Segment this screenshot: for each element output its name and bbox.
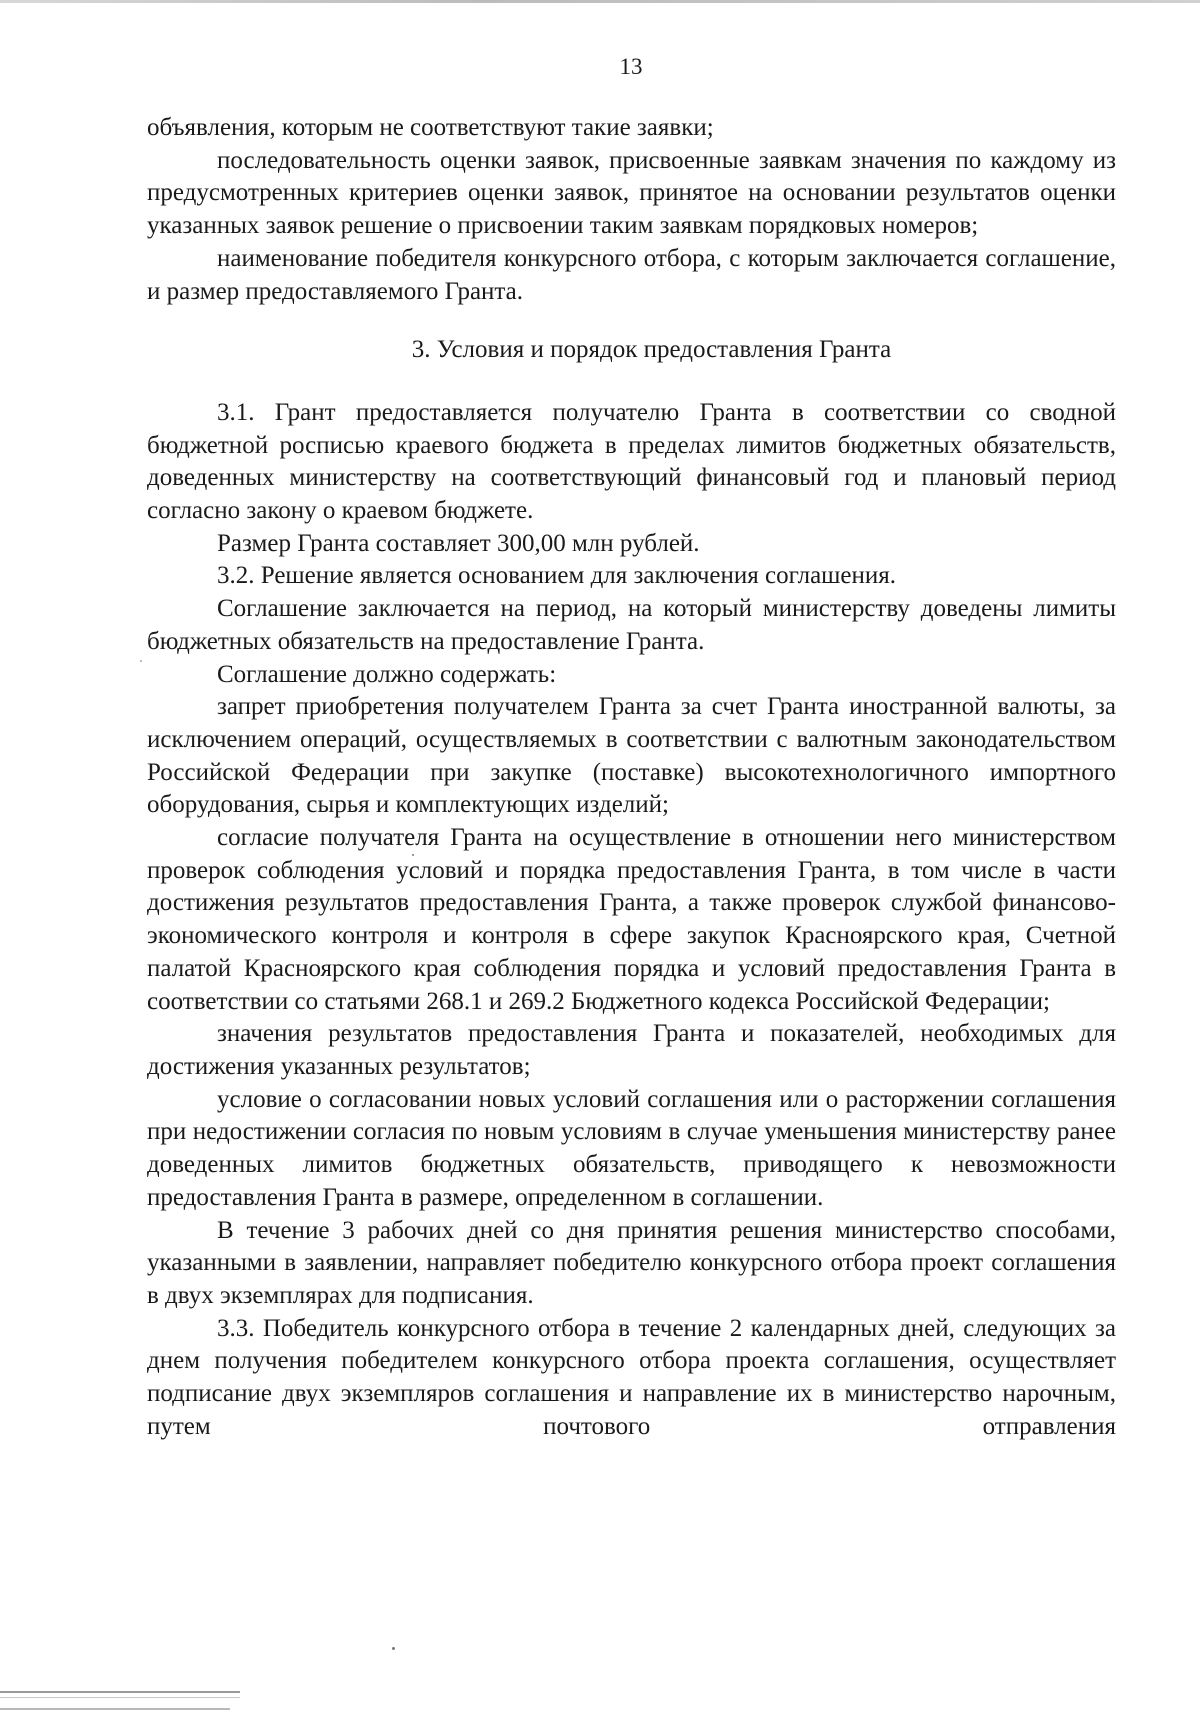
paragraph: Соглашение заключается на период, на который министерству доведены лимиты бюджетных обязательств на предоставление Гранта. [147,595,1116,655]
paragraph: 3.1. Грант предоставляется получателю Гранта в соответствии со сводной бюджетной росписью краевого бюджета в пределах лимитов бюджетных обязательств, доведенных министерству на соответствующий финансовый год и плановый период согласно закону о краевом бюджете. [147,398,1116,525]
scan-speck [140,660,142,662]
paragraph: объявления, которым не соответствуют такие заявки; [147,114,714,141]
page-number: 13 [619,54,643,79]
section-heading: 3. Условия и порядок предоставления Гранта [411,336,892,364]
scan-edge-bottom [0,1691,240,1698]
paragraph: наименование победителя конкурсного отбора, с которым заключается соглашение, и размер предоставляемого Гранта. [147,244,1116,305]
paragraph: согласие получателя Гранта на осуществление в отношении него министерством проверок соблюдения условий и порядка предоставления Гранта, в том числе в части достижения результатов предоставления Гранта, а также проверок службой финансово-экономического контроля и контроля в сфере закупок Красноярского края, Счетной палатой Красноярского края соблюдения порядка и условий предоставления Гранта в соответствии со статьями 268.1 и 269.2 Бюджетного кодекса Российской Федерации; [147,824,1116,1015]
scan-speck [412,854,414,856]
scan-speck [392,1647,395,1650]
scan-edge-bottom-line [0,1708,230,1710]
document-body [147,112,1116,1443]
paragraphs-after-heading [147,397,1116,1444]
scan-edge-top [0,0,1200,3]
paragraph: последовательность оценки заявок, присвоенные заявкам значения по каждому из предусмотренных критериев оценки заявок, принятое на основании результатов оценки указанных заявок решение о присвоении таким заявкам порядковых номеров; [147,146,1116,240]
paragraph: значения результатов предоставления Гранта и показателей, необходимых для достижения указанных результатов; [147,1020,1116,1080]
paragraph: 3.3. Победитель конкурсного отбора в течение 2 календарных дней, следующих за днем получения победителем конкурсного отбора проекта соглашения, осуществляет подписание двух экземпляров соглашения и направление их в министерство нарочным, путем почтового отправления [147,1314,1116,1440]
paragraphs-before-heading [147,112,1116,308]
paragraph: Соглашение должно содержать: [217,660,557,688]
paragraph: запрет приобретения получателем Гранта за счет Гранта иностранной валюты, за исключением операций, осуществляемых в соответствии с валютным законодательством Российской Федерации при закупке (поставке) высокотехнологичного импортного оборудования, сырья и комплектующих изделий; [147,693,1116,819]
paragraph: В течение 3 рабочих дней со дня принятия решения министерство способами, указанными в заявлении, направляет победителю конкурсного отбора проект соглашения в двух экземплярах для подписания. [147,1216,1116,1309]
paragraph: условие о согласовании новых условий соглашения или о расторжении соглашения при недостижении согласия по новым условиям в случае уменьшения министерству ранее доведенных лимитов бюджетных обязательств, приводящего к невозможности предоставления Гранта в размере, определенном в соглашении. [147,1085,1116,1211]
paragraph: Размер Гранта составляет 300,00 млн рублей. [217,529,700,557]
paragraph: 3.2. Решение является основанием для заключения соглашения. [217,562,897,590]
